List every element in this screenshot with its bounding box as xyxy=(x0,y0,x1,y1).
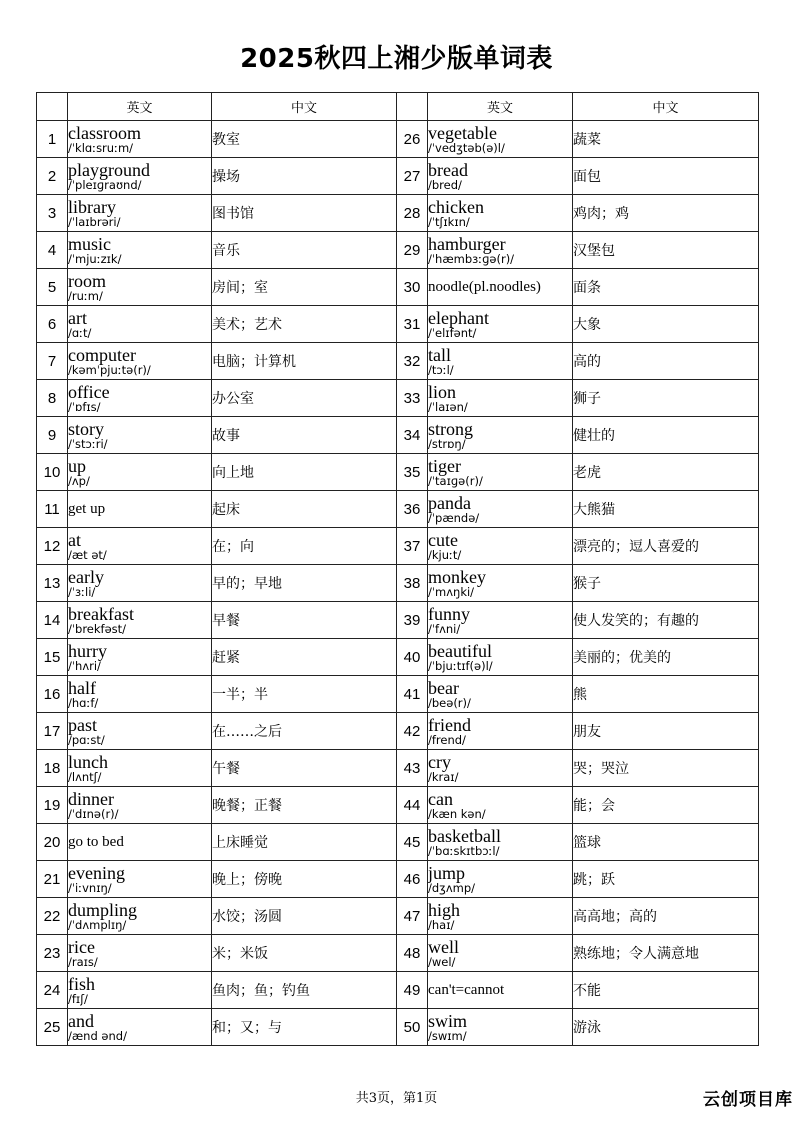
english-cell xyxy=(428,898,573,935)
phonetic: /raɪs/ xyxy=(68,954,98,969)
chinese-meaning: 蔬菜 xyxy=(573,121,759,158)
english-cell xyxy=(428,417,573,454)
header-row xyxy=(37,93,759,121)
phonetic: /kæn kən/ xyxy=(428,806,486,821)
chinese-meaning: 老虎 xyxy=(573,454,759,491)
english-cell xyxy=(68,269,212,306)
english-word: up xyxy=(68,455,86,476)
english-cell xyxy=(68,417,212,454)
word-number: 48 xyxy=(397,935,428,972)
chinese-meaning: 图书馆 xyxy=(212,195,397,232)
english-cell xyxy=(68,861,212,898)
english-cell xyxy=(428,861,573,898)
word-number: 10 xyxy=(37,454,68,491)
english-cell xyxy=(68,158,212,195)
english-word: evening xyxy=(68,862,125,883)
english-cell xyxy=(68,713,212,750)
word-number: 46 xyxy=(397,861,428,898)
word-number: 50 xyxy=(397,1009,428,1046)
chinese-meaning: 高高地；高的 xyxy=(573,898,759,935)
word-number: 43 xyxy=(397,750,428,787)
english-cell xyxy=(428,491,573,528)
chinese-meaning: 狮子 xyxy=(573,380,759,417)
chinese-meaning: 熊 xyxy=(573,676,759,713)
english-word: lunch xyxy=(68,751,108,772)
english-cell xyxy=(68,898,212,935)
word-number: 8 xyxy=(37,380,68,417)
english-cell xyxy=(68,750,212,787)
english-cell xyxy=(428,602,573,639)
table-row xyxy=(37,232,759,269)
phonetic: /hɑːf/ xyxy=(68,695,99,710)
word-number: 18 xyxy=(37,750,68,787)
chinese-meaning: 上床睡觉 xyxy=(212,824,397,861)
chinese-meaning: 能；会 xyxy=(573,787,759,824)
word-number: 36 xyxy=(397,491,428,528)
word-number: 30 xyxy=(397,269,428,306)
english-word: vegetable xyxy=(428,122,497,143)
chinese-meaning: 哭；哭泣 xyxy=(573,750,759,787)
english-word: lion xyxy=(428,381,457,402)
word-number: 5 xyxy=(37,269,68,306)
english-word: can xyxy=(428,788,453,809)
chinese-meaning: 鱼肉；鱼；钓鱼 xyxy=(212,972,397,1009)
english-word: office xyxy=(68,381,110,402)
word-number: 14 xyxy=(37,602,68,639)
chinese-meaning: 一半；半 xyxy=(212,676,397,713)
english-cell xyxy=(428,787,573,824)
vocab-table xyxy=(36,92,759,1046)
english-cell xyxy=(68,676,212,713)
english-cell xyxy=(428,380,573,417)
english-word: chicken xyxy=(428,196,484,217)
phonetic: /ˈelɪfənt/ xyxy=(428,325,477,340)
phonetic: /ˈmjuːzɪk/ xyxy=(68,251,122,266)
phonetic: /ˈlaɪən/ xyxy=(428,399,468,414)
english-cell xyxy=(428,824,573,861)
english-word: story xyxy=(68,418,104,439)
table-row xyxy=(37,565,759,602)
english-word: dumpling xyxy=(68,899,138,920)
phonetic: /bred/ xyxy=(428,177,462,192)
word-number: 9 xyxy=(37,417,68,454)
phonetic: /ˈtaɪɡə(r)/ xyxy=(428,473,483,488)
table-row xyxy=(37,1009,759,1046)
english-cell xyxy=(428,565,573,602)
phonetic: /dʒʌmp/ xyxy=(428,880,475,895)
phonetic: /kjuːt/ xyxy=(428,547,462,562)
chinese-meaning: 猴子 xyxy=(573,565,759,602)
english-word: breakfast xyxy=(68,603,134,624)
chinese-meaning: 美术；艺术 xyxy=(212,306,397,343)
chinese-meaning: 使人发笑的；有趣的 xyxy=(573,602,759,639)
phonetic: /ˈɜːli/ xyxy=(68,584,96,599)
english-word: bear xyxy=(428,677,459,698)
english-word: cute xyxy=(428,529,458,550)
table-row xyxy=(37,195,759,232)
chinese-meaning: 午餐 xyxy=(212,750,397,787)
num-header-left xyxy=(37,93,68,121)
english-cell xyxy=(68,454,212,491)
phonetic: /frend/ xyxy=(428,732,466,747)
table-row xyxy=(37,787,759,824)
english-word: monkey xyxy=(428,566,486,587)
word-number: 38 xyxy=(397,565,428,602)
table-row xyxy=(37,713,759,750)
english-word: hamburger xyxy=(428,233,506,254)
word-number: 3 xyxy=(37,195,68,232)
word-number: 4 xyxy=(37,232,68,269)
english-word: go to bed xyxy=(68,833,124,850)
english-cell xyxy=(428,454,573,491)
english-cell xyxy=(68,343,212,380)
word-number: 2 xyxy=(37,158,68,195)
phonetic: /ruːm/ xyxy=(68,288,103,303)
english-word: cry xyxy=(428,751,451,772)
english-word: strong xyxy=(428,418,473,439)
phonetic: /ˈbrekfəst/ xyxy=(68,621,127,636)
phonetic: /swɪm/ xyxy=(428,1028,467,1043)
english-cell xyxy=(428,750,573,787)
english-word: classroom xyxy=(68,122,141,143)
table-row xyxy=(37,935,759,972)
chinese-meaning: 鸡肉；鸡 xyxy=(573,195,759,232)
english-cell xyxy=(428,121,573,158)
num-header-right xyxy=(397,93,428,121)
table-row xyxy=(37,306,759,343)
phonetic: /ˈlaɪbrəri/ xyxy=(68,214,121,229)
english-word: jump xyxy=(428,862,466,883)
english-cell xyxy=(428,232,573,269)
chinese-meaning: 大象 xyxy=(573,306,759,343)
english-word: funny xyxy=(428,603,470,624)
en-header-right: 英文 xyxy=(428,93,573,121)
english-cell xyxy=(68,195,212,232)
table-row xyxy=(37,639,759,676)
chinese-meaning: 朋友 xyxy=(573,713,759,750)
table-row xyxy=(37,417,759,454)
word-number: 35 xyxy=(397,454,428,491)
chinese-meaning: 晚餐；正餐 xyxy=(212,787,397,824)
phonetic: /ˈhʌri/ xyxy=(68,658,101,673)
english-cell xyxy=(68,528,212,565)
word-number: 22 xyxy=(37,898,68,935)
word-number: 19 xyxy=(37,787,68,824)
phonetic: /ˈmʌŋki/ xyxy=(428,584,475,599)
table-row xyxy=(37,158,759,195)
word-number: 21 xyxy=(37,861,68,898)
chinese-meaning: 和；又；与 xyxy=(212,1009,397,1046)
phonetic: /pɑːst/ xyxy=(68,732,105,747)
chinese-meaning: 在……之后 xyxy=(212,713,397,750)
english-cell xyxy=(68,787,212,824)
phonetic: /beə(r)/ xyxy=(428,695,471,710)
phonetic: /ˈtʃɪkɪn/ xyxy=(428,214,470,229)
chinese-meaning: 早的；早地 xyxy=(212,565,397,602)
english-word: room xyxy=(68,270,106,291)
english-cell xyxy=(428,972,573,1009)
english-cell xyxy=(68,935,212,972)
english-cell xyxy=(428,713,573,750)
word-number: 13 xyxy=(37,565,68,602)
chinese-meaning: 不能 xyxy=(573,972,759,1009)
english-cell xyxy=(428,269,573,306)
chinese-meaning: 面包 xyxy=(573,158,759,195)
phonetic: /ˈdʌmplɪŋ/ xyxy=(68,917,127,932)
english-word: past xyxy=(68,714,97,735)
english-cell xyxy=(68,491,212,528)
english-word: half xyxy=(68,677,96,698)
table-row xyxy=(37,380,759,417)
english-cell xyxy=(68,121,212,158)
english-word: bread xyxy=(428,159,468,180)
chinese-meaning: 高的 xyxy=(573,343,759,380)
en-header-left: 英文 xyxy=(68,93,212,121)
phonetic: /ˈvedʒtəb(ə)l/ xyxy=(428,140,505,155)
cn-header-right: 中文 xyxy=(573,93,759,121)
cn-header-left: 中文 xyxy=(212,93,397,121)
phonetic: /fɪʃ/ xyxy=(68,991,88,1006)
english-cell xyxy=(68,1009,212,1046)
chinese-meaning: 水饺；汤圆 xyxy=(212,898,397,935)
english-word: at xyxy=(68,529,81,550)
english-cell xyxy=(428,676,573,713)
chinese-meaning: 早餐 xyxy=(212,602,397,639)
english-word: music xyxy=(68,233,111,254)
chinese-meaning: 游泳 xyxy=(573,1009,759,1046)
phonetic: /kəmˈpjuːtə(r)/ xyxy=(68,362,151,377)
table-row xyxy=(37,454,759,491)
table-row xyxy=(37,824,759,861)
english-cell xyxy=(428,1009,573,1046)
word-number: 28 xyxy=(397,195,428,232)
word-number: 26 xyxy=(397,121,428,158)
table-row xyxy=(37,972,759,1009)
brand-mark: 云创项目库 xyxy=(703,1090,793,1110)
english-cell xyxy=(68,639,212,676)
word-number: 17 xyxy=(37,713,68,750)
phonetic: /ˈpændə/ xyxy=(428,510,480,525)
chinese-meaning: 健壮的 xyxy=(573,417,759,454)
phonetic: /wel/ xyxy=(428,954,456,969)
chinese-meaning: 向上地 xyxy=(212,454,397,491)
word-number: 44 xyxy=(397,787,428,824)
english-word: library xyxy=(68,196,116,217)
phonetic: /strɒŋ/ xyxy=(428,436,466,451)
chinese-meaning: 篮球 xyxy=(573,824,759,861)
chinese-meaning: 操场 xyxy=(212,158,397,195)
chinese-meaning: 大熊猫 xyxy=(573,491,759,528)
english-word: dinner xyxy=(68,788,114,809)
table-row xyxy=(37,861,759,898)
english-word: well xyxy=(428,936,459,957)
word-number: 42 xyxy=(397,713,428,750)
chinese-meaning: 赶紧 xyxy=(212,639,397,676)
chinese-meaning: 故事 xyxy=(212,417,397,454)
table-row xyxy=(37,491,759,528)
table-row xyxy=(37,121,759,158)
english-word: noodle(pl.noodles) xyxy=(428,278,541,295)
english-word: rice xyxy=(68,936,95,957)
english-word: fish xyxy=(68,973,95,994)
english-word: basketball xyxy=(428,825,501,846)
word-number: 39 xyxy=(397,602,428,639)
english-cell xyxy=(68,306,212,343)
table-row xyxy=(37,898,759,935)
english-word: friend xyxy=(428,714,471,735)
phonetic: /æt ət/ xyxy=(68,547,107,562)
english-cell xyxy=(428,343,573,380)
english-word: beautiful xyxy=(428,640,492,661)
word-number: 12 xyxy=(37,528,68,565)
english-word: art xyxy=(68,307,87,328)
english-cell xyxy=(68,972,212,1009)
chinese-meaning: 美丽的；优美的 xyxy=(573,639,759,676)
table-row xyxy=(37,343,759,380)
page-footer: 共3页，第1页 xyxy=(355,1091,438,1106)
phonetic: /haɪ/ xyxy=(428,917,455,932)
word-number: 41 xyxy=(397,676,428,713)
word-number: 7 xyxy=(37,343,68,380)
english-cell xyxy=(428,195,573,232)
chinese-meaning: 起床 xyxy=(212,491,397,528)
chinese-meaning: 电脑；计算机 xyxy=(212,343,397,380)
phonetic: /ʌp/ xyxy=(68,473,90,488)
chinese-meaning: 音乐 xyxy=(212,232,397,269)
english-cell xyxy=(428,639,573,676)
chinese-meaning: 晚上；傍晚 xyxy=(212,861,397,898)
word-number: 15 xyxy=(37,639,68,676)
word-number: 27 xyxy=(397,158,428,195)
english-cell xyxy=(428,935,573,972)
english-word: early xyxy=(68,566,104,587)
phonetic: /ˈfʌni/ xyxy=(428,621,461,636)
word-number: 37 xyxy=(397,528,428,565)
word-number: 32 xyxy=(397,343,428,380)
chinese-meaning: 漂亮的；逗人喜爱的 xyxy=(573,528,759,565)
chinese-meaning: 跳；跃 xyxy=(573,861,759,898)
phonetic: /ˈpleɪɡraʊnd/ xyxy=(68,177,142,192)
chinese-meaning: 熟练地；令人满意地 xyxy=(573,935,759,972)
table-row xyxy=(37,676,759,713)
phonetic: /ˈiːvnɪŋ/ xyxy=(68,880,112,895)
english-word: panda xyxy=(428,492,471,513)
english-word: playground xyxy=(68,159,150,180)
chinese-meaning: 办公室 xyxy=(212,380,397,417)
word-number: 20 xyxy=(37,824,68,861)
english-cell xyxy=(68,602,212,639)
word-number: 47 xyxy=(397,898,428,935)
phonetic: /kraɪ/ xyxy=(428,769,459,784)
phonetic: /ˈklɑːsruːm/ xyxy=(68,140,134,155)
word-number: 33 xyxy=(397,380,428,417)
chinese-meaning: 面条 xyxy=(573,269,759,306)
english-word: high xyxy=(428,899,461,920)
word-number: 34 xyxy=(397,417,428,454)
english-word: and xyxy=(68,1010,94,1031)
word-number: 16 xyxy=(37,676,68,713)
english-word: tall xyxy=(428,344,451,365)
phonetic: /ˈdɪnə(r)/ xyxy=(68,806,119,821)
table-row xyxy=(37,528,759,565)
english-cell xyxy=(428,306,573,343)
english-word: hurry xyxy=(68,640,107,661)
word-number: 49 xyxy=(397,972,428,1009)
english-word: swim xyxy=(428,1010,468,1031)
word-number: 23 xyxy=(37,935,68,972)
vocab-body xyxy=(37,121,759,1046)
phonetic: /lʌntʃ/ xyxy=(68,769,102,784)
chinese-meaning: 房间；室 xyxy=(212,269,397,306)
phonetic: /ˈbɑːskɪtbɔːl/ xyxy=(428,843,500,858)
chinese-meaning: 汉堡包 xyxy=(573,232,759,269)
word-number: 6 xyxy=(37,306,68,343)
word-number: 1 xyxy=(37,121,68,158)
english-word: get up xyxy=(68,500,106,517)
phonetic: /ænd ənd/ xyxy=(68,1028,127,1043)
page-title: 2025秋四上湘少版单词表 xyxy=(240,44,553,74)
chinese-meaning: 米；米饭 xyxy=(212,935,397,972)
english-word: elephant xyxy=(428,307,489,328)
english-cell xyxy=(68,824,212,861)
english-cell xyxy=(68,232,212,269)
phonetic: /tɔːl/ xyxy=(428,362,454,377)
word-number: 45 xyxy=(397,824,428,861)
phonetic: /ˈɒfɪs/ xyxy=(68,399,101,414)
english-word: tiger xyxy=(428,455,461,476)
phonetic: /ˈbjuːtɪf(ə)l/ xyxy=(428,658,493,673)
table-row xyxy=(37,602,759,639)
phonetic: /ˈhæmbɜːɡə(r)/ xyxy=(428,251,515,266)
chinese-meaning: 在；向 xyxy=(212,528,397,565)
english-word: can't=cannot xyxy=(428,981,505,998)
english-cell xyxy=(428,158,573,195)
phonetic: /ɑːt/ xyxy=(68,325,92,340)
english-word: computer xyxy=(68,344,136,365)
english-cell xyxy=(68,565,212,602)
phonetic: /ˈstɔːri/ xyxy=(68,436,108,451)
english-cell xyxy=(68,380,212,417)
word-number: 11 xyxy=(37,491,68,528)
table-row xyxy=(37,269,759,306)
table-row xyxy=(37,750,759,787)
word-number: 40 xyxy=(397,639,428,676)
english-cell xyxy=(428,528,573,565)
word-number: 29 xyxy=(397,232,428,269)
chinese-meaning: 教室 xyxy=(212,121,397,158)
word-number: 24 xyxy=(37,972,68,1009)
word-number: 31 xyxy=(397,306,428,343)
word-number: 25 xyxy=(37,1009,68,1046)
